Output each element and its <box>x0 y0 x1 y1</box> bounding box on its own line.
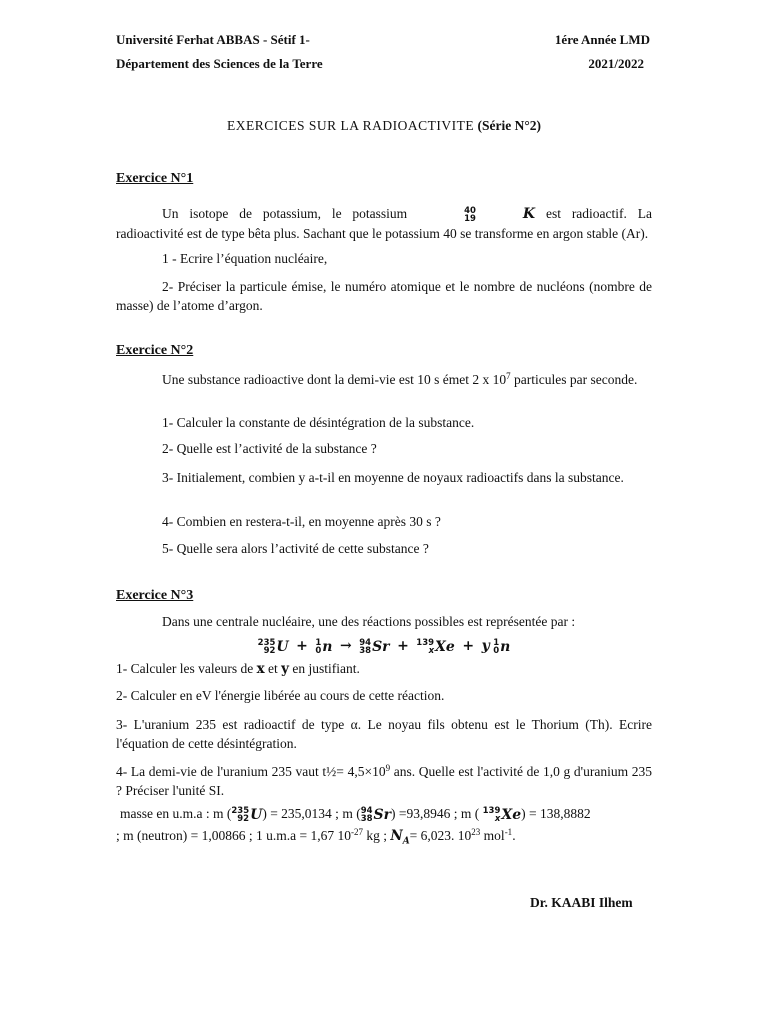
exercise-2-intro <box>116 370 652 389</box>
sr-z: 38 <box>359 645 372 656</box>
n2-symbol: n <box>500 638 511 655</box>
xe-symbol: Xe <box>435 638 455 655</box>
exercise-3-intro: Dans une centrale nucléaire, une des réactions possibles est représentée par : <box>162 614 576 629</box>
potassium-nuclide <box>418 205 535 224</box>
sr-z-d: 38 <box>360 813 373 824</box>
k-z: 19 <box>464 213 476 224</box>
sr-symbol: Sr <box>372 638 390 655</box>
n-symbol: n <box>322 638 333 655</box>
exercise-1-q2: 2- Préciser la particule émise, le numéro atomique et le nombre de nucléons (nombre de masse) de l’atome d’argon. <box>116 279 652 313</box>
data-2e: . <box>512 828 516 843</box>
uranium-235-data <box>231 807 262 823</box>
ex2-intro-exp: 7 <box>506 371 511 381</box>
data-1: masse en u.m.a : m ( <box>120 806 232 821</box>
exercise-1-title: Exercice N°1 <box>116 171 194 186</box>
q1-b: en justifiant. <box>289 661 360 676</box>
data-2exp3: -1 <box>504 827 513 837</box>
plus-sign: + <box>397 638 409 654</box>
neutron <box>493 639 510 655</box>
na-sym: N <box>390 828 403 844</box>
q1-a: 1- Calculer les valeurs de <box>116 661 257 676</box>
exercise-3-q4 <box>116 762 652 800</box>
title-series: (Série N°2) <box>477 118 541 133</box>
xenon-139 <box>416 639 455 655</box>
department-name: Département des Sciences de la Terre <box>116 56 323 71</box>
u-z-d: 92 <box>237 813 250 824</box>
xe-mass-d: 139 <box>482 805 501 816</box>
sr-mass: 94 <box>359 637 372 648</box>
exercise-2-q1: 1- Calculer la constante de désintégration de la substance. <box>162 415 475 430</box>
data-xe: ) = 138,8882 <box>521 806 591 821</box>
q4-b: ans. Quelle est l'activité de 1,0 g d'uranium 235 ? Préciser l'unité SI. <box>116 764 652 798</box>
xenon-139-data <box>483 807 522 823</box>
k-mass: 40 <box>464 205 476 216</box>
strontium-94-data <box>361 807 391 823</box>
ex1-intro-a: Un isotope de potassium, le potassium <box>162 206 408 221</box>
exercise-3-q3: 3- L'uranium 235 est radioactif de type α. Le noyau fils obtenu est le Thorium (Th). Ecrire l'équation de cette désintégration. <box>116 717 652 751</box>
xe-symbol-d: Xe <box>501 806 522 823</box>
var-y: y <box>281 661 289 677</box>
plus-sign: + <box>462 638 475 654</box>
u-symbol: U <box>276 638 289 655</box>
uranium-235 <box>258 639 289 655</box>
ex2-intro-a: Une substance radioactive dont la demi-vie est 10 s émet 2 x 10 <box>162 372 507 387</box>
ex1-intro-b: est radioactif. La radioactivité est de type bêta plus. Sachant que le potassium 40 se transforme en argon stable (Ar). <box>116 206 653 242</box>
academic-year: 2021/2022 <box>588 56 644 71</box>
data-line-2 <box>116 828 656 847</box>
u-mass-d: 235 <box>231 805 250 816</box>
sr-mass-d: 94 <box>360 805 373 816</box>
exercise-2-q3: 3- Initialement, combien y a-t-il en moyenne de noyaux radioactifs dans la substance. <box>162 470 624 485</box>
signature: Dr. KAABI Ilhem <box>530 895 633 910</box>
data-2a: ; m (neutron) = 1,00866 ; 1 u.m.a = 1,67 10 <box>116 828 351 843</box>
k-symbol: K <box>522 206 536 223</box>
xe-z: x <box>428 645 435 656</box>
var-x: x <box>256 661 265 677</box>
u-mass: 235 <box>257 637 276 648</box>
q4-a: 4- La demi-vie de l'uranium 235 vaut t½= 4,5×10 <box>116 764 386 779</box>
data-2exp: -27 <box>350 827 363 837</box>
strontium-94 <box>359 639 389 655</box>
data-2c: = 6,023. 10 <box>409 828 472 843</box>
exercise-3-q1 <box>116 661 360 677</box>
data-line-1 <box>120 806 660 823</box>
reaction-arrow: → <box>339 638 352 654</box>
exercise-2-q4: 4- Combien en restera-t-il, en moyenne après 30 s ? <box>162 514 441 529</box>
nuclear-reaction-equation <box>0 638 768 655</box>
ex2-intro-b: particules par seconde. <box>510 372 638 387</box>
u-z: 92 <box>263 645 276 656</box>
data-u: ) = 235,0134 ; m ( <box>262 806 361 821</box>
n2-mass: 1 <box>493 637 500 648</box>
page-title <box>0 118 768 134</box>
title-main: EXERCICES SUR LA RADIOACTIVITE <box>227 118 475 133</box>
sr-symbol-d: Sr <box>373 806 392 823</box>
q1-mid: et <box>264 661 282 676</box>
y-coefficient: y <box>481 638 490 654</box>
xe-z-d: x <box>494 813 501 824</box>
plus-sign: + <box>296 638 308 654</box>
data-sr: ) =93,8946 ; m ( <box>391 806 483 821</box>
q4-exp: 9 <box>385 763 391 773</box>
n-mass: 1 <box>315 637 322 648</box>
neutron <box>315 639 332 655</box>
na-sub: A <box>402 836 410 847</box>
exercise-2-q5: 5- Quelle sera alors l’activité de cette substance ? <box>162 541 429 556</box>
data-2exp2: 23 <box>471 827 481 837</box>
data-2b: kg ; <box>362 828 391 843</box>
year-level: 1ére Année LMD <box>554 32 650 47</box>
n-z: 0 <box>315 645 322 656</box>
u-symbol-d: U <box>250 806 263 823</box>
avogadro-symbol <box>390 828 410 847</box>
n2-z: 0 <box>493 645 500 656</box>
exercise-3-title: Exercice N°3 <box>116 588 194 603</box>
xe-mass: 139 <box>416 637 435 648</box>
exercise-2-title: Exercice N°2 <box>116 343 194 358</box>
exercise-1-q1: 1 - Ecrire l’équation nucléaire, <box>162 251 328 266</box>
data-2d: mol <box>480 828 505 843</box>
exercise-1-intro <box>116 204 652 243</box>
exercise-2-q2: 2- Quelle est l’activité de la substance ? <box>162 441 377 456</box>
exercise-3-q2: 2- Calculer en eV l'énergie libérée au cours de cette réaction. <box>116 688 445 703</box>
university-name: Université Ferhat ABBAS - Sétif 1- <box>116 32 310 47</box>
